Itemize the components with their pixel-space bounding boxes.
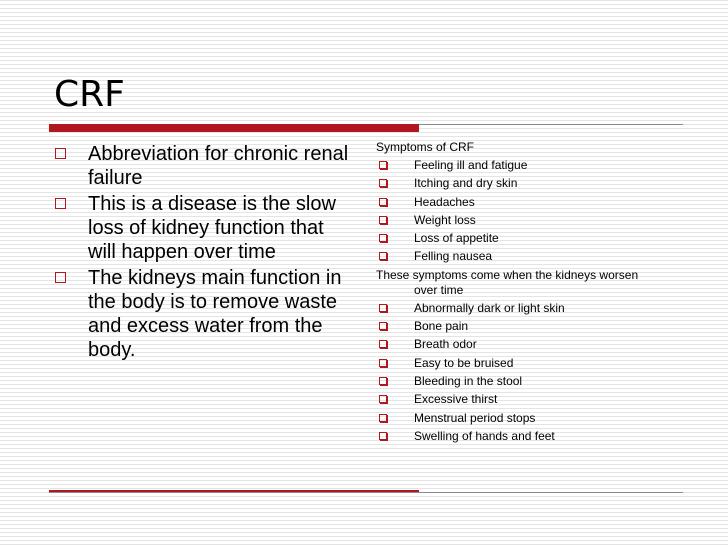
list-item — [376, 411, 686, 426]
list-item — [376, 319, 686, 334]
square-bullet-icon — [55, 198, 66, 209]
list-item — [54, 142, 354, 190]
list-item — [376, 231, 686, 246]
slide-title: CRF — [54, 74, 125, 115]
list-item — [376, 301, 686, 316]
square-bullet-icon — [379, 432, 387, 440]
square-bullet-icon — [379, 161, 387, 169]
square-bullet-icon — [379, 179, 387, 187]
list-item — [54, 192, 354, 264]
worsen-heading-line1: These symptoms come when the kidneys worsen — [376, 267, 639, 282]
list-item — [54, 266, 354, 362]
square-bullet-icon — [379, 377, 387, 385]
worsen-symptoms-list — [376, 301, 686, 444]
square-bullet-icon — [379, 216, 387, 224]
square-bullet-icon — [55, 148, 66, 159]
symptom-text: Easy to be bruised — [414, 355, 514, 370]
bullet-text: Abbreviation for chronic renal failure — [88, 143, 349, 189]
symptoms-heading: Symptoms of CRF — [376, 140, 475, 154]
list-item — [376, 176, 686, 191]
symptom-text: Swelling of hands and feet — [414, 428, 555, 443]
symptom-text: Bleeding in the stool — [414, 373, 523, 388]
square-bullet-icon — [379, 198, 387, 206]
square-bullet-icon — [379, 359, 387, 367]
symptom-text: Felling nausea — [414, 249, 493, 264]
left-bullet-list — [54, 142, 354, 364]
list-item — [376, 392, 686, 407]
list-item — [376, 337, 686, 352]
square-bullet-icon — [379, 252, 387, 260]
list-item — [376, 429, 686, 444]
symptom-text: Menstrual period stops — [414, 410, 536, 425]
square-bullet-icon — [379, 234, 387, 242]
symptom-text: Excessive thirst — [414, 392, 498, 407]
list-item — [376, 356, 686, 371]
symptom-text: Weight loss — [414, 212, 476, 227]
symptoms-column — [376, 140, 686, 447]
list-item — [376, 158, 686, 173]
symptoms-list — [376, 158, 686, 264]
square-bullet-icon — [379, 322, 387, 330]
symptom-text: Loss of appetite — [414, 231, 499, 246]
bullet-text: This is a disease is the slow loss of kidney function that will happen over time — [88, 193, 336, 263]
square-bullet-icon — [379, 304, 387, 312]
symptom-text: Abnormally dark or light skin — [414, 300, 565, 315]
symptom-text: Headaches — [414, 194, 475, 209]
symptom-text: Bone pain — [414, 319, 469, 334]
symptom-text: Breath odor — [414, 337, 477, 352]
worsen-heading — [376, 268, 686, 298]
title-divider-red — [49, 124, 419, 132]
symptom-text: Itching and dry skin — [414, 176, 518, 191]
list-item — [376, 195, 686, 210]
square-bullet-icon — [55, 272, 66, 283]
square-bullet-icon — [379, 395, 387, 403]
list-item — [376, 249, 686, 264]
symptom-text: Feeling ill and fatigue — [414, 158, 528, 172]
worsen-heading-line2: over time — [414, 282, 464, 297]
bullet-text: The kidneys main function in the body is to remove waste and excess water from the body. — [88, 267, 342, 361]
list-item — [376, 213, 686, 228]
square-bullet-icon — [379, 340, 387, 348]
square-bullet-icon — [379, 414, 387, 422]
list-item — [376, 374, 686, 389]
bottom-divider-grey — [49, 492, 683, 493]
